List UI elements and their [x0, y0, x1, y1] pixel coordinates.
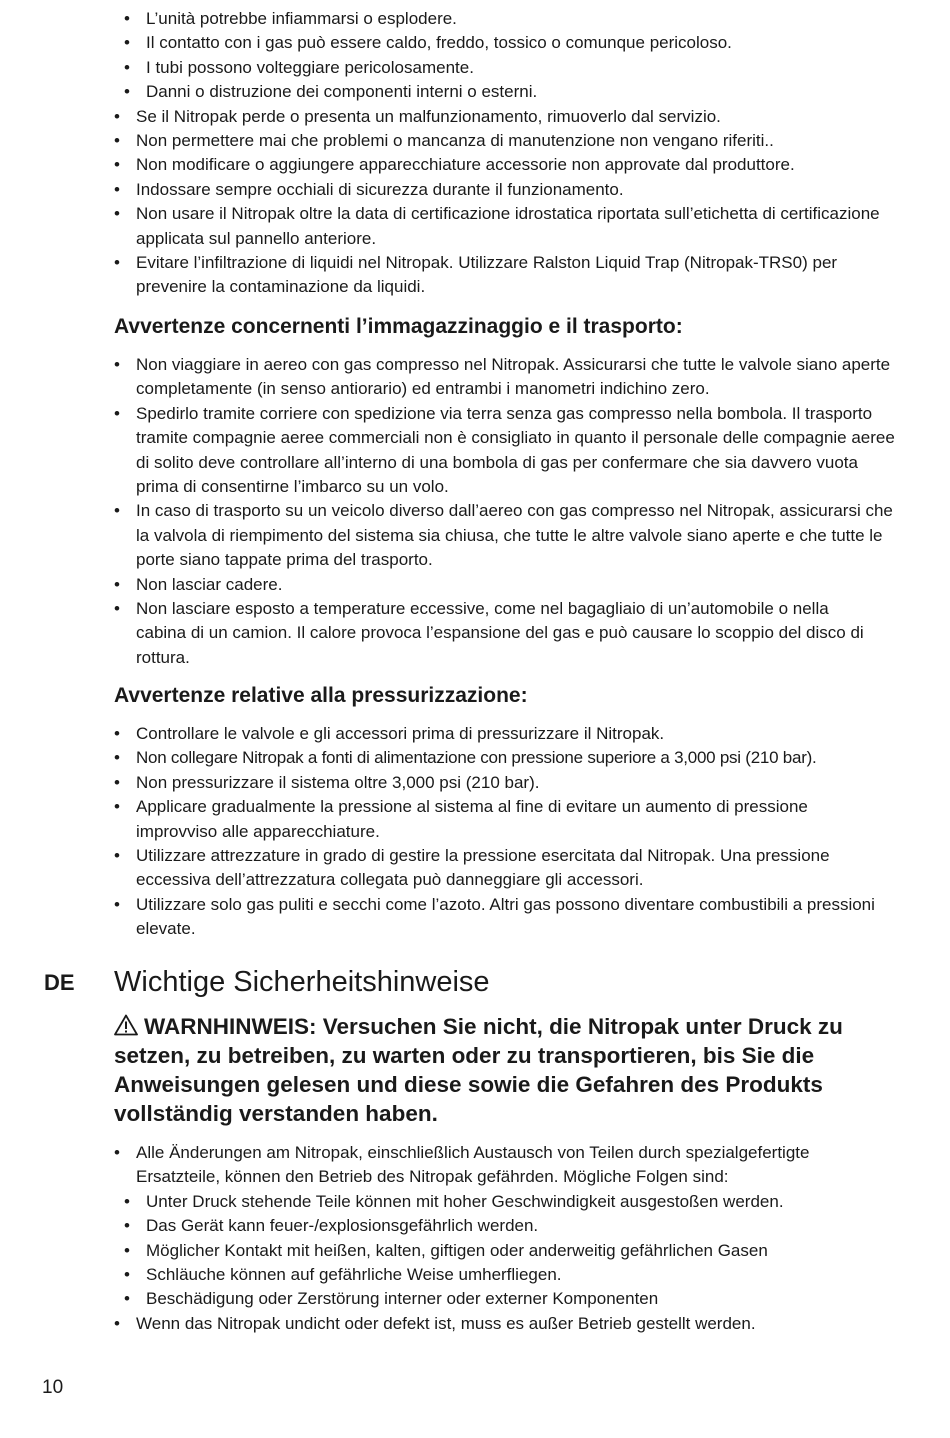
list-item: • Non pressurizzare il sistema oltre 3,000 psi (210 bar). [114, 771, 904, 795]
list-item: • Utilizzare attrezzature in grado di gestire la pressione esercitata dal Nitropak. Una pressione eccessiva dell’attrezzatura collegata può danneggiare gli accessori. [114, 844, 904, 893]
section-title: Wichtige Sicherheitshinweise [114, 966, 490, 998]
storage-heading: Avvertenze concernenti l’immagazzinaggio e il trasporto: [114, 315, 683, 338]
list-item: • Se il Nitropak perde o presenta un malfunzionamento, rimuoverlo dal servizio. [114, 105, 904, 129]
list-item: • L’unità potrebbe infiammarsi o esplodere. [92, 7, 904, 31]
pressurization-heading: Avvertenze relative alla pressurizzazione: [114, 684, 528, 707]
list-item: • In caso di trasporto su un veicolo diverso dall’aereo con gas compresso nel Nitropak, assicurarsi che la valvola di riempimento del sistema sia chiusa, che tutte le altre valvole siano aperte e che tutte le porte siano tappate prima del trasporto. [114, 499, 904, 572]
list-item: • Danni o distruzione dei componenti interni o esterni. [92, 80, 904, 104]
storage-list [114, 353, 904, 670]
warning-text: WARNHINWEIS: Versuchen Sie nicht, die Nitropak unter Druck zu setzen, zu betreiben, zu warten oder zu transportieren, bis Sie die Anweisungen gelesen und diese sowie die Gefahren des Produkts vollständig verstanden haben. [114, 1014, 843, 1126]
list-item: • Non permettere mai che problemi o mancanza di manutenzione non vengano riferiti.. [114, 129, 904, 153]
list-item: • Non lasciare esposto a temperature eccessive, come nel bagagliaio di un’automobile o nella cabina di un camion. Il calore provoca l’espansione del gas e può causare lo scoppio del disco di rottura. [114, 597, 904, 670]
list-item: • Non usare il Nitropak oltre la data di certificazione idrostatica riportata sull’etichetta di certificazione applicata sul pannello anteriore. [114, 202, 904, 251]
list-item: • Evitare l’infiltrazione di liquidi nel Nitropak. Utilizzare Ralston Liquid Trap (Nitropak-TRS0) per prevenire la contaminazione da liquidi. [114, 251, 904, 300]
german-list [114, 1141, 904, 1336]
list-item: • Non lasciar cadere. [114, 573, 904, 597]
list-item: • Möglicher Kontakt mit heißen, kalten, giftigen oder anderweitig gefährlichen Gasen [92, 1239, 904, 1263]
list-item: • Indossare sempre occhiali di sicurezza durante il funzionamento. [114, 178, 904, 202]
list-item: • Applicare gradualmente la pressione al sistema al fine di evitare un aumento di pressione improvviso alle apparecchiature. [114, 795, 904, 844]
list-item: • Das Gerät kann feuer-/explosionsgefährlich werden. [92, 1214, 904, 1238]
language-code: DE [44, 970, 75, 995]
continued-list [114, 7, 904, 300]
list-item: • Non viaggiare in aereo con gas compresso nel Nitropak. Assicurarsi che tutte le valvole siano aperte completamente (in senso antiorario) ed entrambi i manometri indichino zero. [114, 353, 904, 402]
warning-triangle-icon [114, 1014, 138, 1036]
warning-paragraph [114, 1012, 904, 1128]
list-item: • Il contatto con i gas può essere caldo, freddo, tossico o comunque pericoloso. [92, 31, 904, 55]
list-item: • Utilizzare solo gas puliti e secchi come l’azoto. Altri gas possono diventare combustibili a pressioni elevate. [114, 893, 904, 942]
page-number: 10 [42, 1377, 64, 1398]
list-item: • Controllare le valvole e gli accessori prima di pressurizzare il Nitropak. [114, 722, 904, 746]
pressurization-list [114, 722, 904, 942]
consequences-sublist [92, 1190, 904, 1312]
list-item: • Spedirlo tramite corriere con spedizione via terra senza gas compresso nella bombola. Il trasporto tramite compagnie aeree commerciali non è consigliato in quanto il personale delle compagnie aeree di solito deve controllare all’interno di una bombola di gas per confermare che sia davvero vuota prima di consentirne l’imbarco su un volo. [114, 402, 904, 500]
list-item: • I tubi possono volteggiare pericolosamente. [92, 56, 904, 80]
list-item: • Non collegare Nitropak a fonti di alimentazione con pressione superiore a 3,000 psi (210 bar). [114, 746, 904, 770]
list-item: • Unter Druck stehende Teile können mit hoher Geschwindigkeit ausgestoßen werden. [92, 1190, 904, 1214]
list-item: • Alle Änderungen am Nitropak, einschließlich Austausch von Teilen durch spezialgefertigte Ersatzteile, können den Betrieb des Nitropak gefährden. Mögliche Folgen sind: [114, 1141, 904, 1190]
list-item: • Wenn das Nitropak undicht oder defekt ist, muss es außer Betrieb gestellt werden. [114, 1312, 904, 1336]
list-item: • Beschädigung oder Zerstörung interner oder externer Komponenten [92, 1287, 904, 1311]
list-item: • Schläuche können auf gefährliche Weise umherfliegen. [92, 1263, 904, 1287]
consequences-sublist [92, 7, 904, 105]
list-item: • Non modificare o aggiungere apparecchiature accessorie non approvate dal produttore. [114, 153, 904, 177]
